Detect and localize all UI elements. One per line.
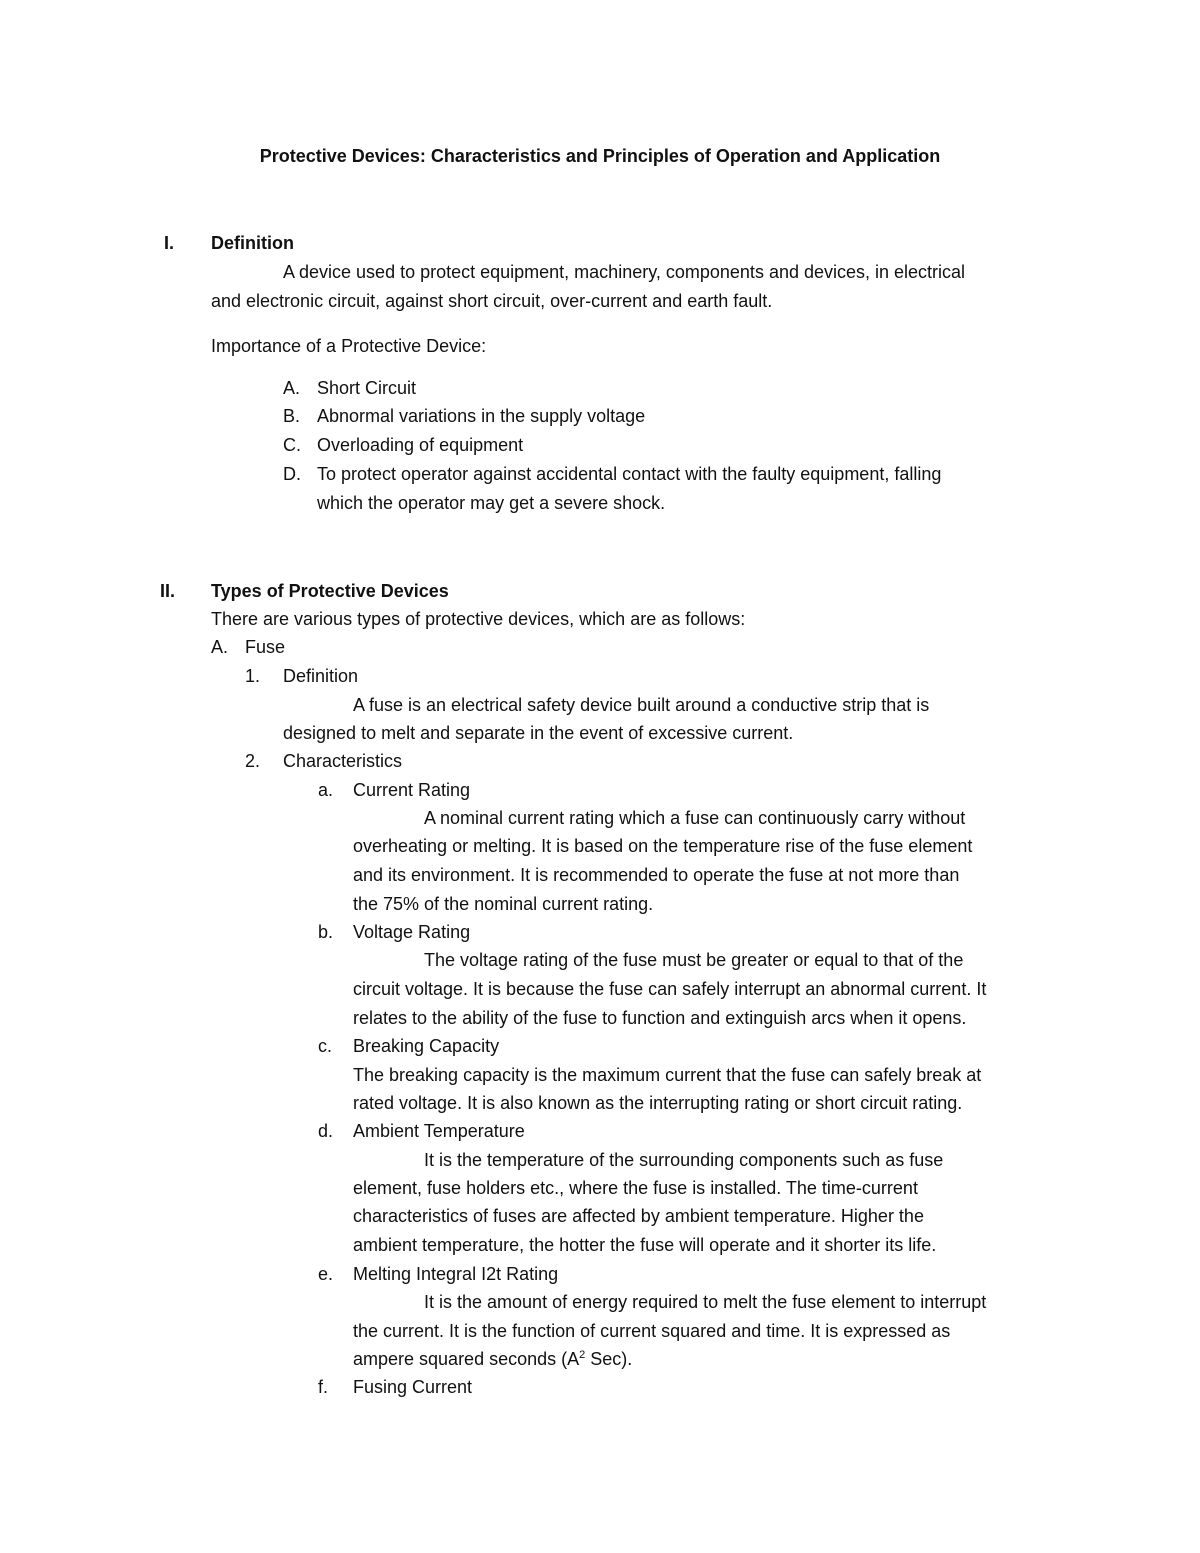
importance-marker-c: C. bbox=[283, 435, 301, 455]
char-a-label: Current Rating bbox=[353, 780, 471, 800]
importance-item-b: Abnormal variations in the supply voltage bbox=[317, 406, 646, 426]
char-b-line-1: The voltage rating of the fuse must be greater or equal to that of the bbox=[424, 950, 964, 970]
char-d-marker: d. bbox=[318, 1121, 334, 1141]
char-b-line-2: circuit voltage. It is because the fuse can safely interrupt an abnormal current. It bbox=[353, 979, 987, 999]
fuse-label: Fuse bbox=[245, 637, 286, 657]
char-e-line-3-suffix: Sec). bbox=[585, 1349, 633, 1369]
char-a-marker: a. bbox=[318, 780, 334, 800]
char-a-line-4: the 75% of the nominal current rating. bbox=[353, 894, 654, 914]
importance-item-c: Overloading of equipment bbox=[317, 435, 524, 455]
importance-item-a: Short Circuit bbox=[317, 378, 417, 398]
importance-marker-a: A. bbox=[283, 378, 301, 398]
char-b-marker: b. bbox=[318, 922, 334, 942]
fuse-definition-label: Definition bbox=[283, 666, 359, 686]
characteristics-marker: 2. bbox=[245, 751, 261, 771]
definition-text-line-1: A device used to protect equipment, machinery, components and devices, in electrical bbox=[283, 262, 966, 282]
char-d-line-2: element, fuse holders etc., where the fuse is installed. The time-current bbox=[353, 1178, 918, 1198]
section-1-heading: Definition bbox=[211, 233, 294, 253]
char-b-label: Voltage Rating bbox=[353, 922, 471, 942]
char-e-line-3-prefix: ampere squared seconds (A bbox=[353, 1349, 580, 1369]
definition-text-line-2: and electronic circuit, against short circuit, over-current and earth fault. bbox=[211, 291, 773, 311]
char-e-line-2: the current. It is the function of current squared and time. It is expressed as bbox=[353, 1321, 951, 1341]
importance-marker-b: B. bbox=[283, 406, 301, 426]
char-d-line-3: characteristics of fuses are affected by ambient temperature. Higher the bbox=[353, 1206, 924, 1226]
importance-heading: Importance of a Protective Device: bbox=[211, 336, 487, 356]
char-a-line-1: A nominal current rating which a fuse can continuously carry without bbox=[424, 808, 966, 828]
fuse-definition-line-1: A fuse is an electrical safety device built around a conductive strip that is bbox=[353, 695, 930, 715]
char-e-label: Melting Integral I2t Rating bbox=[353, 1264, 559, 1284]
fuse-definition-marker: 1. bbox=[245, 666, 261, 686]
char-a-line-3: and its environment. It is recommended to operate the fuse at not more than bbox=[353, 865, 960, 885]
char-b-line-3: relates to the ability of the fuse to function and extinguish arcs when it opens. bbox=[353, 1008, 967, 1028]
char-d-line-1: It is the temperature of the surrounding components such as fuse bbox=[424, 1150, 944, 1170]
fuse-marker: A. bbox=[211, 637, 229, 657]
char-e-marker: e. bbox=[318, 1264, 334, 1284]
char-d-label: Ambient Temperature bbox=[353, 1121, 525, 1141]
char-c-marker: c. bbox=[318, 1036, 333, 1056]
char-a-line-2: overheating or melting. It is based on the temperature rise of the fuse element bbox=[353, 836, 973, 856]
characteristics-label: Characteristics bbox=[283, 751, 403, 771]
importance-item-d-line-2: which the operator may get a severe shock. bbox=[317, 493, 666, 513]
char-f-label: Fusing Current bbox=[353, 1377, 473, 1397]
char-e-line-1: It is the amount of energy required to melt the fuse element to interrupt bbox=[424, 1292, 987, 1312]
char-c-line-1: The breaking capacity is the maximum current that the fuse can safely break at bbox=[353, 1065, 982, 1085]
char-d-line-4: ambient temperature, the hotter the fuse will operate and it shorter its life. bbox=[353, 1235, 937, 1255]
char-c-label: Breaking Capacity bbox=[353, 1036, 500, 1056]
section-2-numeral: II. bbox=[160, 581, 176, 601]
document-title: Protective Devices: Characteristics and Principles of Operation and Application bbox=[259, 146, 941, 166]
importance-item-d-line-1: To protect operator against accidental contact with the faulty equipment, falling bbox=[317, 464, 942, 484]
fuse-definition-line-2: designed to melt and separate in the event of excessive current. bbox=[283, 723, 794, 743]
char-e-superscript: 2 bbox=[579, 1349, 586, 1361]
section-1-numeral: I. bbox=[164, 233, 175, 253]
section-2-heading: Types of Protective Devices bbox=[211, 581, 449, 601]
section-2-intro: There are various types of protective devices, which are as follows: bbox=[211, 609, 746, 629]
char-e-line-3 bbox=[353, 1345, 632, 1374]
char-f-marker: f. bbox=[318, 1377, 329, 1397]
char-c-line-2: rated voltage. It is also known as the interrupting rating or short circuit rating. bbox=[353, 1093, 963, 1113]
importance-marker-d: D. bbox=[283, 464, 301, 484]
